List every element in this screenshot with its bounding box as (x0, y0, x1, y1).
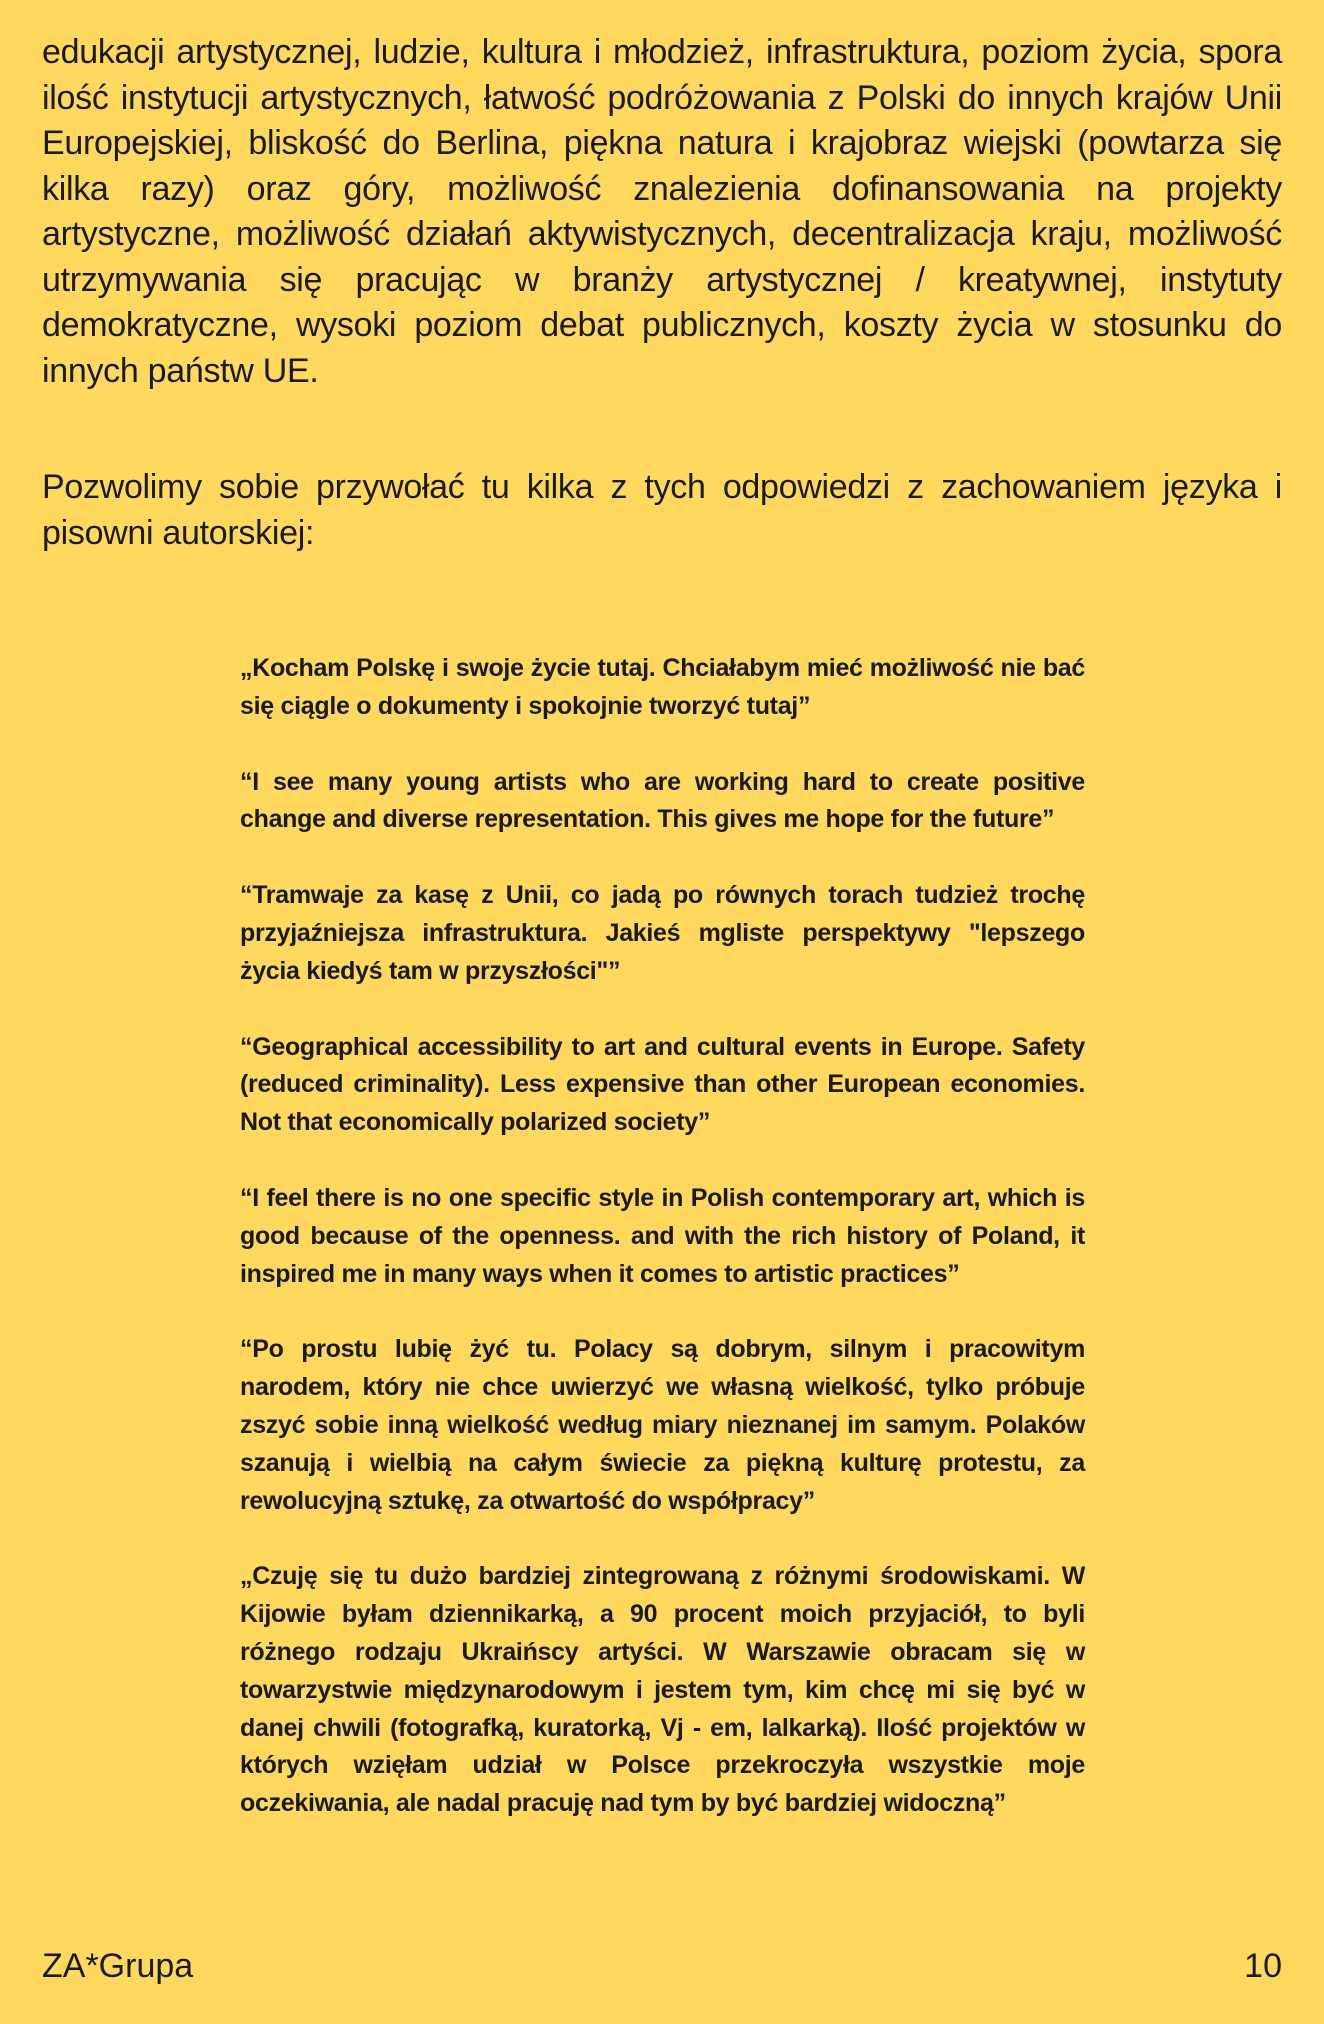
body-paragraph-1: edukacji artystycznej, ludzie, kultura i młodzież, infrastruktura, poziom życia, spora ilość instytucji artystycznych, łatwość podróżowania z Polski do innych krajów Unii Europejskiej, bliskość do Berlina, piękna natura i krajobraz wiejski (powtarza się kilka razy) oraz góry, możliwość znalezienia dofinansowania na projekty artystyczne, możliwość działań aktywistycznych, decentralizacja kraju, możliwość utrzymywania się pracując w branży artystycznej / kreatywnej, instytuty demokratyczne, wysoki poziom debat publicznych, koszty życia w stosunku do innych państw UE. (42, 33, 1282, 390)
quote-5: “I feel there is no one specific style in Polish contemporary art, which is good because of the openness. and with the rich history of Poland, it inspired me in many ways when it comes to artistic practices” (240, 1183, 1085, 1288)
quote-list (240, 650, 1085, 1861)
quote-3: “Tramwaje za kasę z Unii, co jadą po równych torach tudzież trochę przyjaźniejsza infrastruktura. Jakieś mgliste perspektywy "lepszego życia kiedyś tam w przyszłości"” (240, 881, 1085, 985)
quote-2: “I see many young artists who are working hard to create positive change and diverse representation. This gives me hope for the future” (240, 767, 1085, 834)
page-number: 10 (1244, 1947, 1282, 1985)
quote-4: “Geographical accessibility to art and cultural events in Europe. Safety (reduced criminality). Less expensive than other European economies. Not that economically polarized society” (240, 1032, 1085, 1137)
footer-publisher: ZA*Grupa (42, 1947, 194, 1985)
quote-6: “Po prostu lubię żyć tu. Polacy są dobrym, silnym i pracowitym narodem, który nie chce uwierzyć we własną wielkość, tylko próbuje zszyć sobie inną wielkość według miary nieznanej im samym. Polaków szanują i wielbią na całym świecie za piękną kulturę protestu, za rewolucyjną sztukę, za otwartość do współpracy” (240, 1335, 1085, 1515)
quote-7: „Czuję się tu dużo bardziej zintegrowaną z różnymi środowiskami. W Kijowie byłam dziennikarką, a 90 procent moich przyjaciół, to byli różnego rodzaju Ukraińscy artyści. W Warszawie obracam się w towarzystwie międzynarodowym i jestem tym, kim chcę mi się być w danej chwili (fotografką, kuratorką, Vj - em, lalkarką). Ilość projektów w których wzięłam udział w Polsce przekroczyła wszystkie moje oczekiwania, ale nadal pracuję nad tym by być bardziej widoczną” (240, 1562, 1085, 1818)
quote-1: „Kocham Polskę i swoje życie tutaj. Chciałabym mieć możliwość nie bać się ciągle o dokumenty i spokojnie tworzyć tutaj” (240, 654, 1085, 720)
body-paragraph-2: Pozwolimy sobie przywołać tu kilka z tych odpowiedzi z zachowaniem języka i pisowni autorskiej: (42, 468, 1282, 552)
